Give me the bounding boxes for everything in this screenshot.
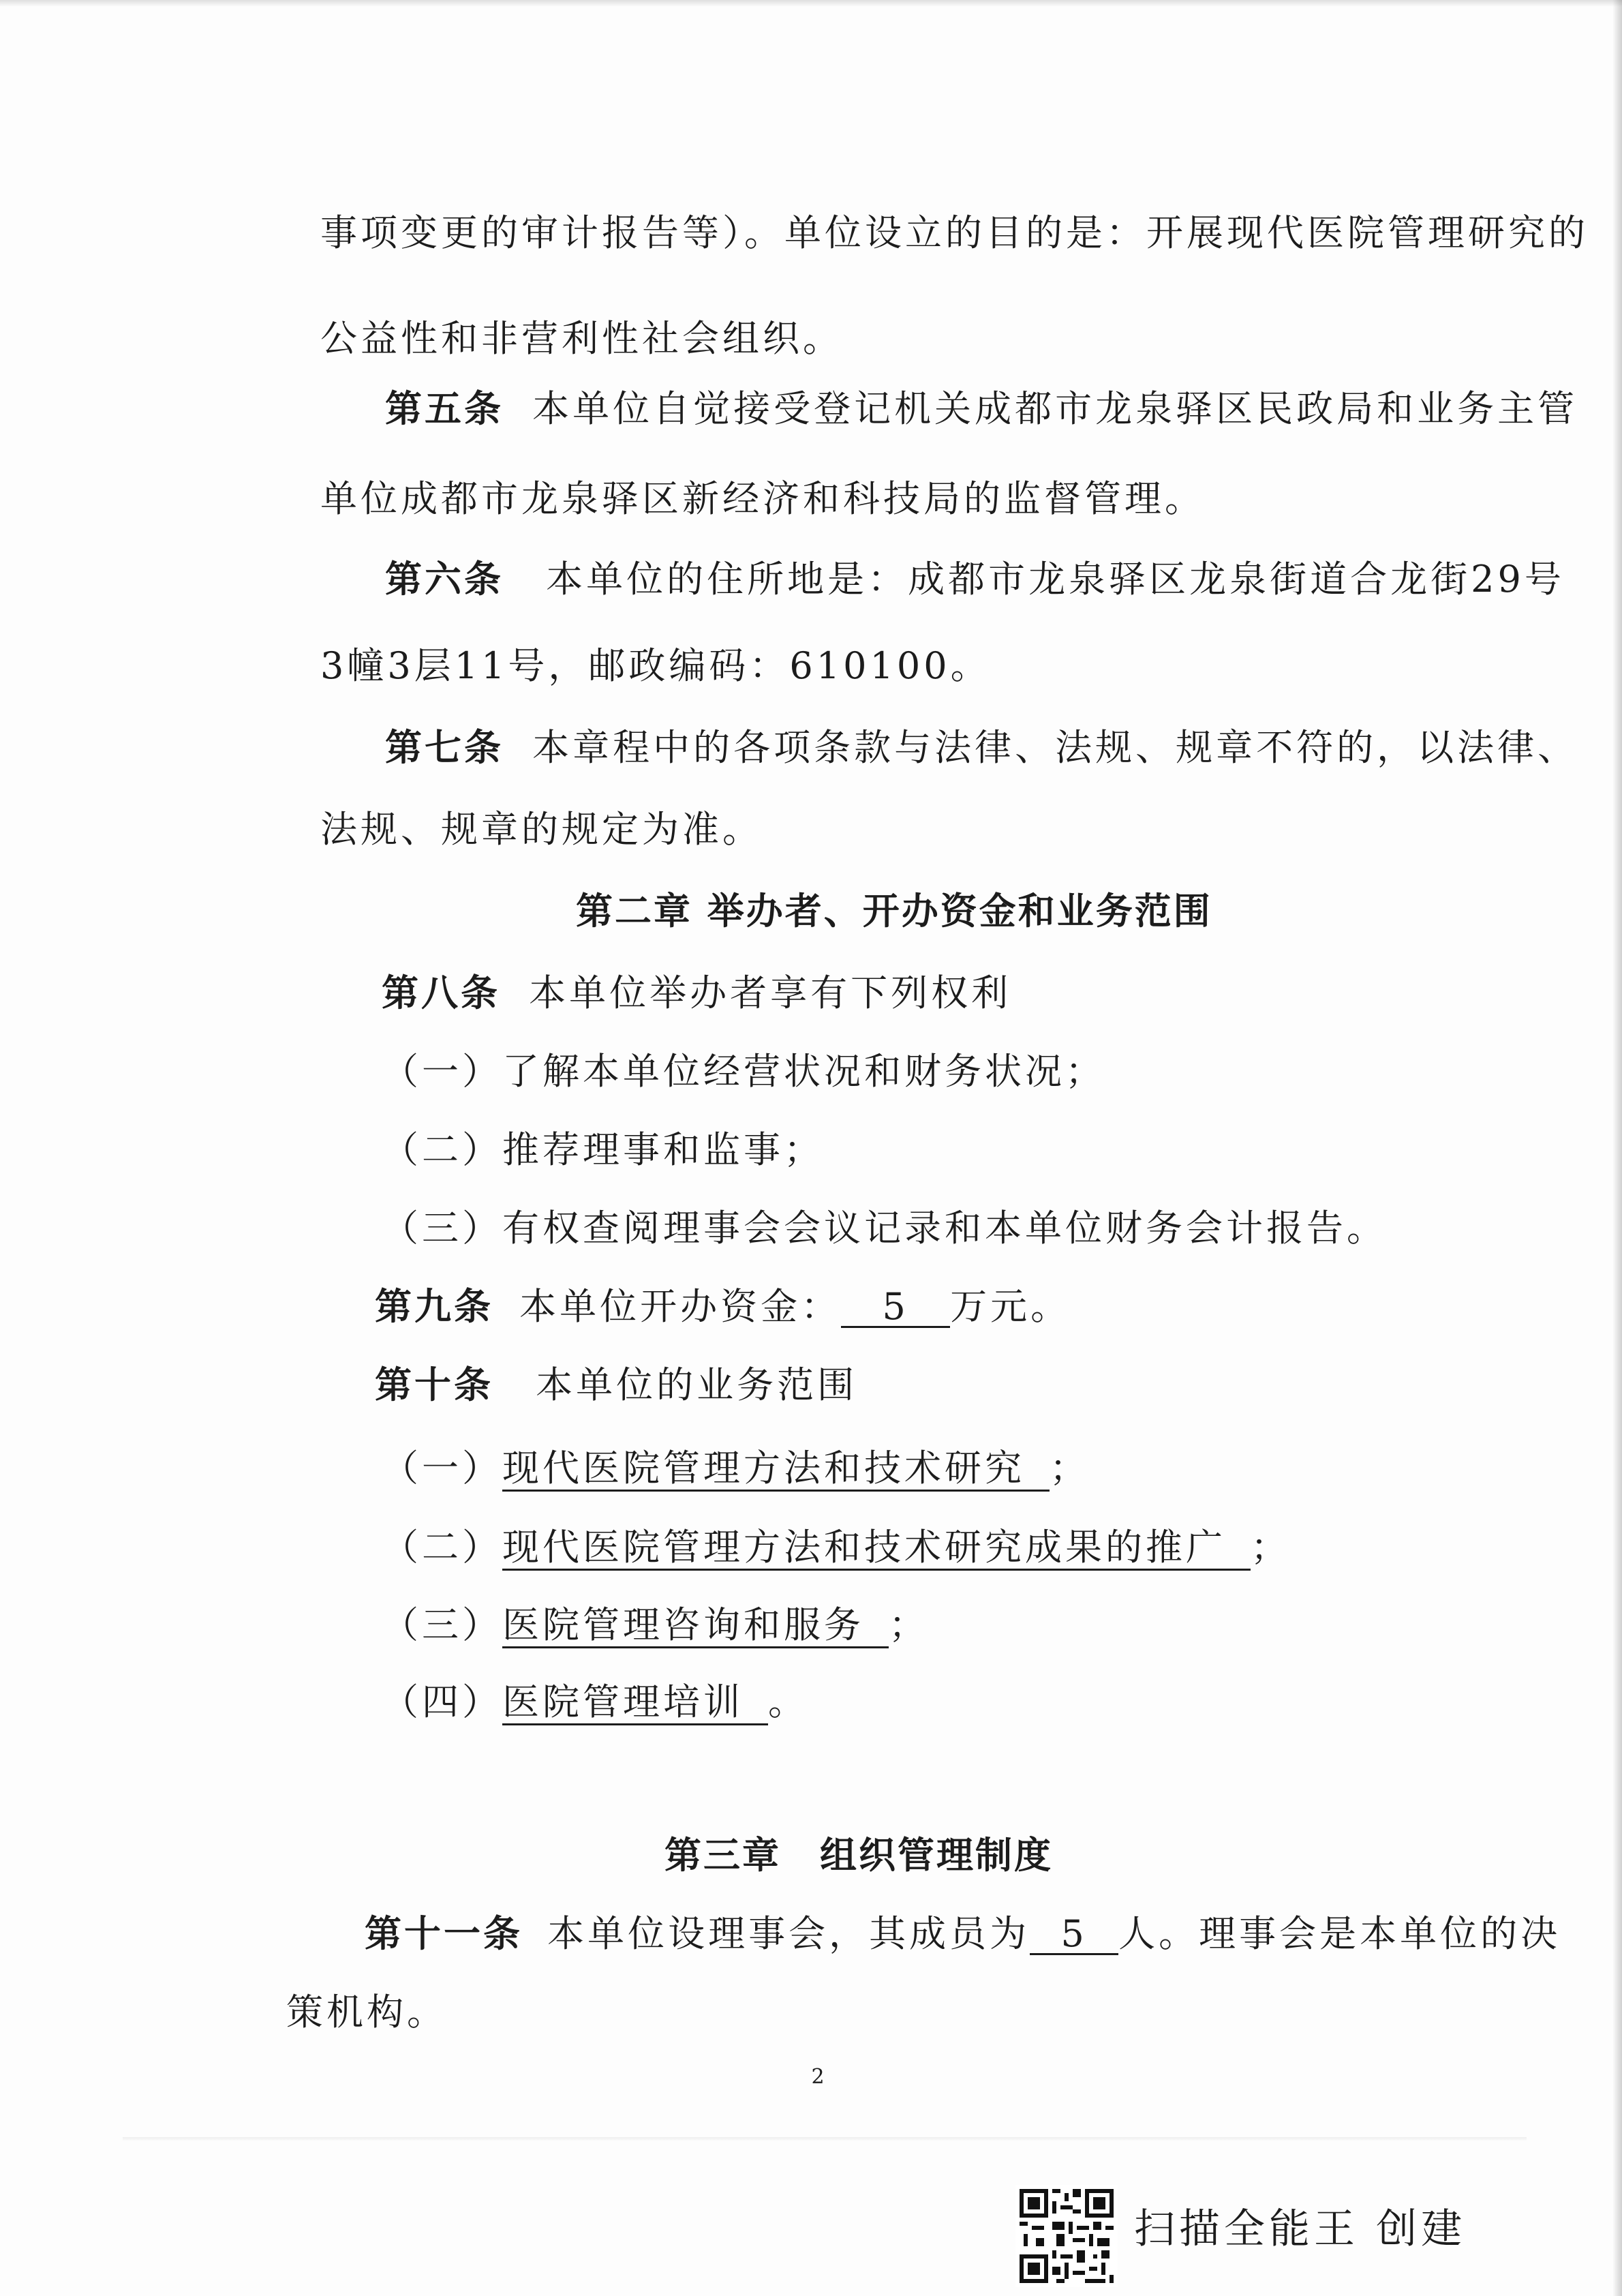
article-7	[385, 726, 1578, 770]
capital-amount-blank: 5	[841, 1288, 950, 1328]
item-text: 医院管理咨询和服务	[502, 1603, 889, 1648]
item-end: ；	[889, 1603, 929, 1646]
list-item: （三）有权查阅理事会会议记录和本单位财务会计报告。	[382, 1207, 1387, 1250]
article-text: 本单位开办资金：	[519, 1285, 842, 1328]
article-label: 第六条	[385, 558, 504, 601]
article-text: 本单位设理事会，其成员为	[547, 1912, 1030, 1955]
article-text: 本单位自觉接受登记机关成都市龙泉驿区民政局和业务主管	[532, 387, 1578, 430]
article-10	[375, 1363, 857, 1407]
business-scope-item	[382, 1680, 808, 1724]
list-item: （一）了解本单位经营状况和财务状况；	[382, 1050, 1105, 1093]
member-count-blank: 5	[1030, 1915, 1118, 1955]
text-line: 3幢3层11号，邮政编码：610100。	[320, 644, 991, 687]
item-end: 。	[768, 1680, 808, 1723]
item-number: （一）	[382, 1447, 502, 1490]
article-text: 本单位举办者享有下列权利	[529, 971, 1012, 1014]
article-9	[375, 1285, 1071, 1329]
article-label: 第五条	[385, 387, 504, 430]
item-number: （四）	[382, 1680, 502, 1723]
qr-code-icon	[1015, 2185, 1118, 2287]
article-text: 本单位的住所地是：成都市龙泉驿区龙泉街道合龙街29号	[546, 558, 1565, 601]
text-line: 法规、规章的规定为准。	[320, 808, 763, 851]
item-text: 现代医院管理方法和技术研究	[502, 1447, 1050, 1492]
business-scope-item	[382, 1447, 1090, 1490]
item-end: ；	[1050, 1447, 1090, 1490]
list-item: （二）推荐理事和监事；	[382, 1128, 824, 1171]
article-text: 万元。	[950, 1285, 1071, 1328]
article-text: 人。理事会是本单位的决	[1118, 1912, 1561, 1955]
text-line: 单位成都市龙泉驿区新经济和科技局的监督管理。	[320, 477, 1205, 520]
article-5	[385, 387, 1578, 431]
item-number: （三）	[382, 1603, 502, 1646]
article-label: 第十条	[375, 1363, 493, 1406]
item-end: ；	[1251, 1526, 1291, 1569]
scanner-watermark: 扫描全能王 创建	[1134, 2205, 1467, 2253]
article-text: 本单位的业务范围	[536, 1363, 858, 1406]
article-label: 第九条	[375, 1285, 493, 1328]
article-11	[365, 1912, 1561, 1956]
business-scope-item	[382, 1526, 1291, 1569]
chapter-heading: 第三章 组织管理制度	[664, 1834, 1053, 1877]
business-scope-item	[382, 1603, 929, 1647]
text-line: 策机构。	[286, 1991, 447, 2034]
article-label: 第十一条	[365, 1912, 523, 1955]
article-6	[385, 558, 1565, 601]
text-line: 事项变更的审计报告等）。单位设立的目的是：开展现代医院管理研究的	[320, 211, 1589, 254]
page-number: 2	[811, 2065, 825, 2089]
item-text: 现代医院管理方法和技术研究成果的推广	[502, 1526, 1251, 1571]
item-text: 医院管理培训	[502, 1680, 768, 1725]
article-label: 第七条	[385, 726, 504, 769]
scan-shadow-bottom	[123, 2137, 1527, 2141]
scan-edge-right	[1612, 0, 1622, 2296]
chapter-heading: 第二章 举办者、开办资金和业务范围	[576, 890, 1212, 933]
item-number: （二）	[382, 1526, 502, 1569]
text-line: 公益性和非营利性社会组织。	[320, 317, 843, 360]
article-8	[382, 971, 1011, 1015]
scan-edge-top	[0, 0, 1622, 7]
article-label: 第八条	[382, 971, 500, 1014]
article-text: 本章程中的各项条款与法律、法规、规章不符的，以法律、	[532, 726, 1578, 769]
